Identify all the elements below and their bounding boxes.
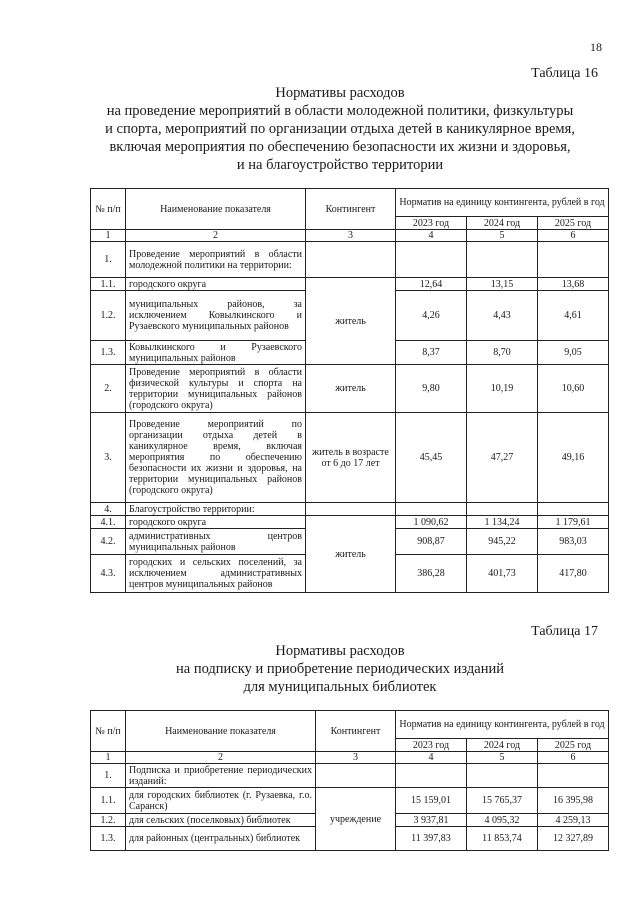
row-value-2023 [396,242,467,278]
table-row [91,788,609,814]
table17-index-cell: 2 [126,752,316,764]
table16-header-norm: Норматив на единицу контингента, рублей в год [396,189,609,217]
row-value-2025: 12 327,89 [538,827,609,851]
row-value-2024: 401,73 [467,555,538,593]
table-row [91,365,609,413]
table16-index-cell: 3 [306,230,396,242]
table17 [90,710,609,851]
row-value-2025 [538,503,609,516]
table16-title-line-3: и спорта, мероприятий по организации отдыха детей в каникулярное время, [105,121,575,137]
row-number: 2. [91,365,126,413]
table17-header-year-2025: 2025 год [538,739,609,752]
row-number: 1.1. [91,278,126,291]
row-value-2023: 4,26 [396,291,467,341]
row-value-2024: 15 765,37 [467,788,538,814]
table17-index-cell: 4 [396,752,467,764]
row-number: 1.2. [91,814,126,827]
row-value-2025: 1 179,61 [538,516,609,529]
table16-index-cell: 2 [126,230,306,242]
table16-title-line-1: Нормативы расходов [275,85,405,101]
row-number: 1. [91,764,126,788]
table-row [91,516,609,529]
row-value-2025: 16 395,98 [538,788,609,814]
row-value-2024: 945,22 [467,529,538,555]
row-name: Ковылкинского и Рузаевского муниципальных районов [126,341,306,365]
table16-index-cell: 5 [467,230,538,242]
table17-header-contingent: Контингент [316,711,396,752]
row-name: городского округа [126,278,306,291]
row-value-2025: 417,80 [538,555,609,593]
table17-title-line-3: для муниципальных библиотек [243,679,437,695]
row-name: муниципальных районов, за исключением Ковылкинского и Рузаевского муниципальных районов [126,291,306,341]
row-contingent [306,242,396,278]
row-value-2025 [538,764,609,788]
row-name: Благоустройство территории: [126,503,306,516]
row-name: Проведение мероприятий по организации отдыха детей в каникулярное время, включая мероприятия по обеспечению безопасности их жизни и здоровья, на территории муниципальных районов (городского округа) [126,413,306,503]
row-value-2023: 3 937,81 [396,814,467,827]
table16-header-contingent: Контингент [306,189,396,230]
row-value-2023: 1 090,62 [396,516,467,529]
table17-header-num: № п/п [91,711,126,752]
row-value-2023: 908,87 [396,529,467,555]
table16-index-cell: 4 [396,230,467,242]
row-value-2025: 13,68 [538,278,609,291]
row-value-2025: 9,05 [538,341,609,365]
table16-title-line-4: включая мероприятия по обеспечению безопасности их жизни и здоровья, [109,139,571,155]
table16-header-year-2024: 2024 год [467,217,538,230]
row-value-2024 [467,242,538,278]
row-value-2024: 4,43 [467,291,538,341]
row-value-2025: 49,16 [538,413,609,503]
table16-index-cell: 6 [538,230,609,242]
row-name: для городских библиотек (г. Рузаевка, г.о. Саранск) [126,788,316,814]
row-contingent: житель [306,365,396,413]
table17-index-cell: 6 [538,752,609,764]
table16-header-year-2025: 2025 год [538,217,609,230]
table-row [91,503,609,516]
row-number: 1.2. [91,291,126,341]
row-value-2023: 15 159,01 [396,788,467,814]
row-name: для сельских (поселковых) библиотек [126,814,316,827]
table16-title [60,84,620,174]
table17-caption: Таблица 17 [531,624,598,639]
row-value-2024: 47,27 [467,413,538,503]
table16-title-line-2: на проведение мероприятий в области молодежной политики, физкультуры [106,103,574,119]
row-number: 1. [91,242,126,278]
table17-header-norm: Норматив на единицу контингента, рублей в год [396,711,609,739]
row-value-2023 [396,764,467,788]
row-value-2024: 13,15 [467,278,538,291]
table16-header-num: № п/п [91,189,126,230]
row-value-2024: 11 853,74 [467,827,538,851]
row-value-2024 [467,503,538,516]
page-number: 18 [590,40,602,54]
row-name: городских и сельских поселений, за исключением административных центров муниципальных районов [126,555,306,593]
row-name: городского округа [126,516,306,529]
row-number: 1.3. [91,827,126,851]
row-value-2024 [467,764,538,788]
row-value-2023: 8,37 [396,341,467,365]
table17-title-line-1: Нормативы расходов [275,643,405,659]
row-contingent: житель в возрасте от 6 до 17 лет [306,413,396,503]
table17-index-cell: 1 [91,752,126,764]
row-value-2024: 4 095,32 [467,814,538,827]
row-value-2023: 9,80 [396,365,467,413]
table16-title-line-5: и на благоустройство территории [236,157,444,173]
row-value-2023 [396,503,467,516]
table-row [91,413,609,503]
row-value-2024: 8,70 [467,341,538,365]
row-contingent: учреждение [316,788,396,851]
row-name: Проведение мероприятий в области физической культуры и спорта на территории муниципальных районов (городского округа) [126,365,306,413]
row-value-2025: 983,03 [538,529,609,555]
table16 [90,188,609,593]
table-row [91,242,609,278]
row-value-2023: 386,28 [396,555,467,593]
row-name: Подписка и приобретение периодических изданий: [126,764,316,788]
table-row [91,278,609,291]
table16-header-name: Наименование показателя [126,189,306,230]
row-contingent: житель [306,278,396,365]
row-number: 1.3. [91,341,126,365]
table17-header-year-2023: 2023 год [396,739,467,752]
table17-index-cell: 5 [467,752,538,764]
row-value-2024: 10,19 [467,365,538,413]
row-value-2024: 1 134,24 [467,516,538,529]
row-value-2025: 4 259,13 [538,814,609,827]
table17-index-row [91,752,609,764]
row-value-2025: 10,60 [538,365,609,413]
table17-header-name: Наименование показателя [126,711,316,752]
row-name: административных центров муниципальных районов [126,529,306,555]
table17-title [60,642,620,696]
row-contingent [316,764,396,788]
row-value-2025: 4,61 [538,291,609,341]
row-name: Проведение мероприятий в области молодежной политики на территории: [126,242,306,278]
table17-title-line-2: на подписку и приобретение периодических изданий [176,661,504,677]
table16-index-cell: 1 [91,230,126,242]
row-number: 1.1. [91,788,126,814]
row-contingent [306,503,396,516]
row-name: для районных (центральных) библиотек [126,827,316,851]
table17-header-year-2024: 2024 год [467,739,538,752]
table16-caption: Таблица 16 [531,66,598,81]
row-number: 3. [91,413,126,503]
table16-index-row [91,230,609,242]
table16-header-year-2023: 2023 год [396,217,467,230]
row-contingent: житель [306,516,396,593]
row-value-2023: 12,64 [396,278,467,291]
row-value-2023: 11 397,83 [396,827,467,851]
row-number: 4.2. [91,529,126,555]
row-number: 4.1. [91,516,126,529]
table-row [91,764,609,788]
row-number: 4.3. [91,555,126,593]
row-value-2023: 45,45 [396,413,467,503]
row-value-2025 [538,242,609,278]
table17-index-cell: 3 [316,752,396,764]
row-number: 4. [91,503,126,516]
